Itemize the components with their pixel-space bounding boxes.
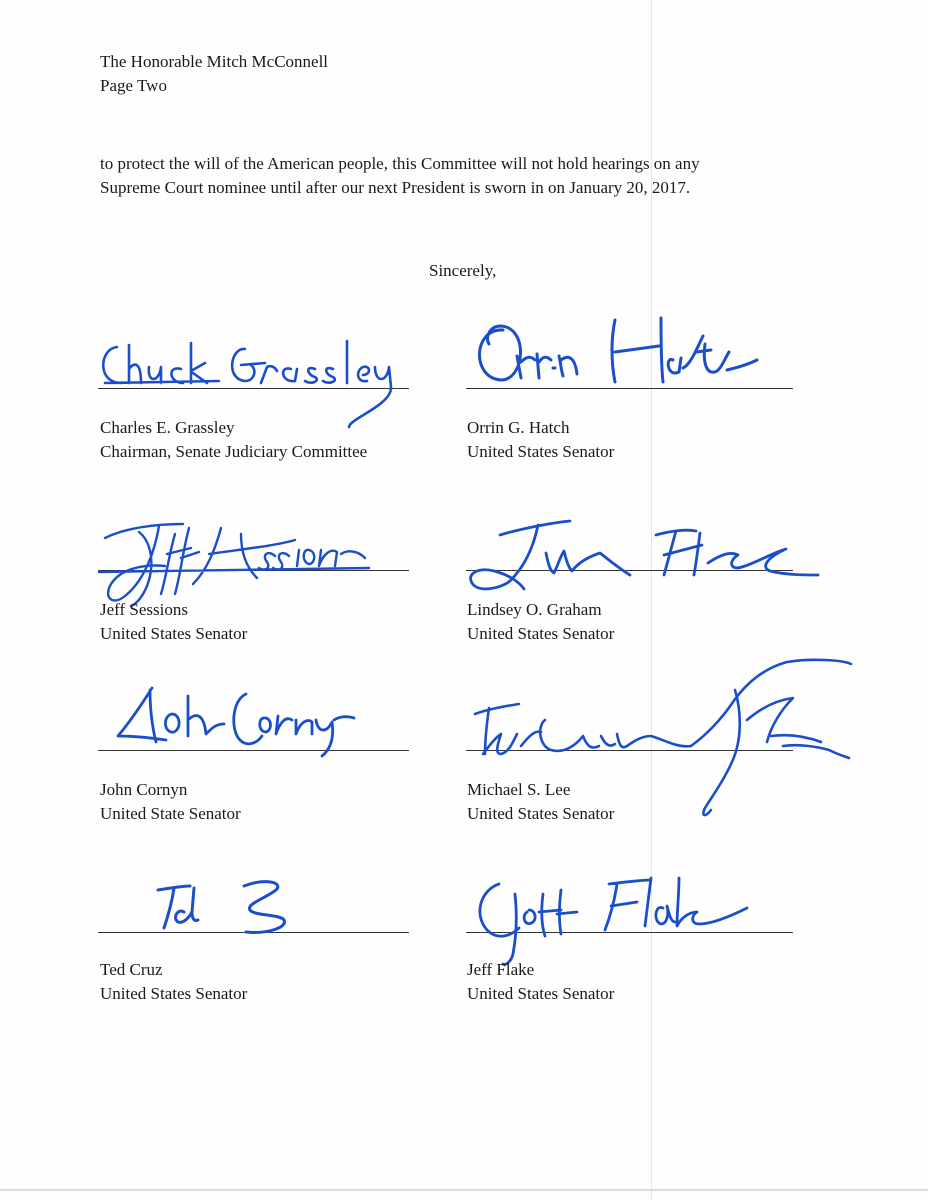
page-bottom-edge [0,1189,928,1191]
signatory-title: Chairman, Senate Judiciary Committee [100,442,368,461]
signatory-name: Charles E. Grassley [100,418,235,437]
signature-flake [465,858,760,968]
closing: Sincerely, [429,261,497,280]
signatory-name: Ted Cruz [100,960,163,979]
signature-grassley [95,325,395,430]
signature-line [466,388,793,389]
recipient-line: The Honorable Mitch McConnell [100,52,329,71]
body-line-1: to protect the will of the American people, this Committee will not hold hearings on any [100,154,700,173]
signatory-title: United States Senator [467,804,615,823]
signature-hatch [465,308,770,388]
signature-graham [460,505,825,595]
signatory-title: United States Senator [467,624,615,643]
signatory-name: Orrin G. Hatch [467,418,570,437]
signatory-title: United States Senator [467,442,615,461]
signatory-name: Jeff Flake [467,960,535,979]
signature-cornyn [112,680,357,765]
signatory-name: John Cornyn [100,780,188,799]
signatory-title: United State Senator [100,804,241,823]
signatory-title: United States Senator [467,984,615,1003]
page-number: Page Two [100,76,167,95]
signatory-title: United States Senator [100,624,248,643]
signatory-title: United States Senator [100,984,248,1003]
signature-cruz [148,868,308,938]
signatory-name: Michael S. Lee [467,780,571,799]
signatory-name: Jeff Sessions [100,600,188,619]
body-line-2: Supreme Court nominee until after our next President is sworn in on January 20, 2017. [100,178,691,197]
signatory-name: Lindsey O. Graham [467,600,602,619]
